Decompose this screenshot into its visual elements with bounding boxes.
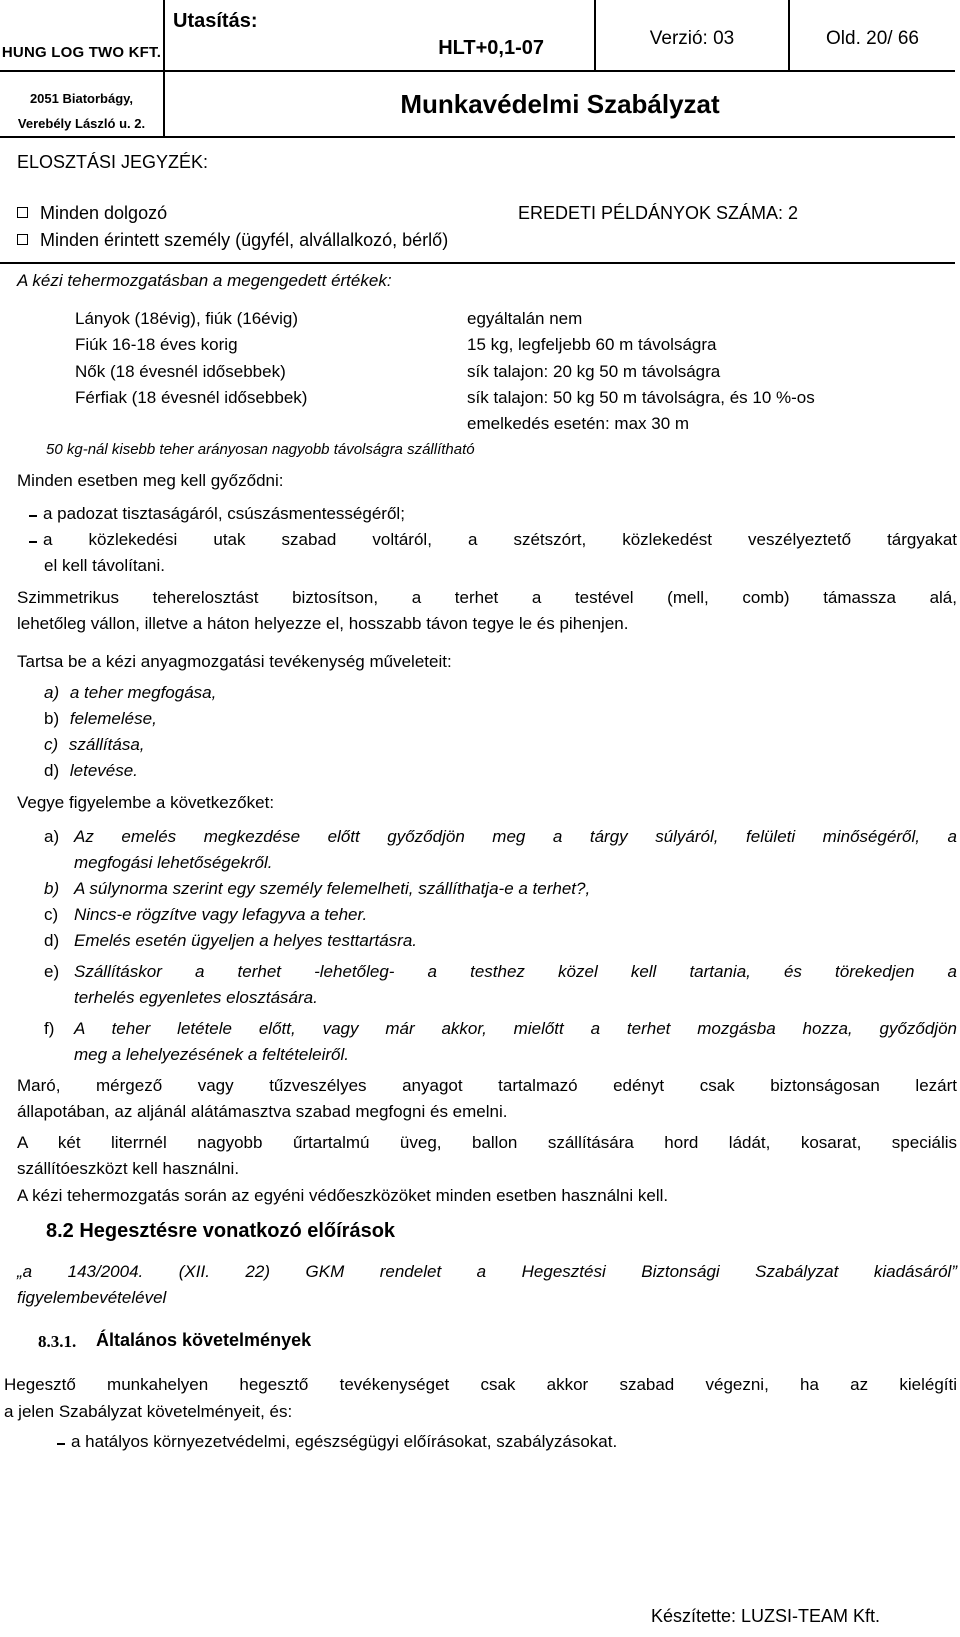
doc-code: HLT+0,1-07 <box>438 37 544 59</box>
consider-label: c) <box>44 905 59 924</box>
para-2-line-1: A két literrnél nagyobb űrtartalmú üveg, ballon szállítására hord ládát, kosarat, speciális <box>17 1133 957 1152</box>
dash-icon <box>29 541 37 543</box>
ops-item-label: a) <box>44 683 60 702</box>
dash-icon <box>29 515 37 517</box>
para-2-line-2: szállítóeszközt kell használni. <box>17 1159 240 1178</box>
limit-row-who: Lányok (18évig), fiúk (16évig) <box>75 309 299 328</box>
ops-item-text: felemelése, <box>69 709 157 728</box>
instruction-label: Utasítás: <box>173 10 258 32</box>
consider-e-line-1: Szállításkor a terhet -lehetőleg- a testhez közel kell tartania, és törekedjen a <box>74 962 957 981</box>
page-cell <box>789 0 955 71</box>
consider-a-line-1: Az emelés megkezdése előtt győződjön meg a tárgy súlyáról, felületi minőségéről, a <box>74 827 957 846</box>
originals-count: EREDETI PÉLDÁNYOK SZÁMA: 2 <box>518 203 799 223</box>
limit-row-value: sík talajon: 50 kg 50 m távolságra, és 10 %-os <box>467 388 815 407</box>
limit-row-value-cont: emelkedés esetén: max 30 m <box>467 414 690 433</box>
version: Verzió: 03 <box>649 28 735 49</box>
consider-label: d) <box>44 931 60 950</box>
checkbox-icon <box>17 234 28 245</box>
welding-line-1: Hegesztő munkahelyen hegesztő tevékenységet csak akkor szabad végezni, ha az kielégíti <box>4 1375 957 1394</box>
consider-label: e) <box>44 962 60 981</box>
subsection-title: Általános követelmények <box>96 1330 312 1350</box>
consider-d: Emelés esetén ügyeljen a helyes testtartásra. <box>74 931 418 950</box>
limit-row-value: egyáltalán nem <box>467 309 583 328</box>
consider-label: a) <box>44 827 60 846</box>
section-heading: 8.2 Hegesztésre vonatkozó előírások <box>46 1220 396 1242</box>
welding-bullet <box>57 1432 617 1452</box>
distribution-heading: ELOSZTÁSI JEGYZÉK: <box>17 152 209 172</box>
document-header <box>0 0 955 140</box>
check-bullet-2-cont: el kell távolítani. <box>44 556 165 575</box>
document-title: Munkavédelmi Szabályzat <box>164 71 955 137</box>
instruction-cell <box>164 0 595 71</box>
limit-row-value: sík talajon: 20 kg 50 m távolságra <box>467 362 721 381</box>
welding-line-2: a jelen Szabályzat követelményeit, és: <box>4 1402 293 1421</box>
header-divider <box>0 262 955 264</box>
ops-item-label: c) <box>44 735 59 754</box>
distribution-item-1-label: Minden dolgozó <box>40 203 168 223</box>
consider-a-line-2: megfogási lehetőségekről. <box>74 853 273 872</box>
consider-label: b) <box>44 879 60 898</box>
distribution-item-2 <box>17 230 448 251</box>
address-line-1: 2051 Biatorbágy, <box>29 91 134 106</box>
dash-icon <box>57 1443 65 1445</box>
consider-label: f) <box>44 1019 55 1038</box>
regulation-ref-line-1: „a 143/2004. (XII. 22) GKM rendelet a Hegesztési Biztonsági Szabályzat kiadásáról” <box>17 1262 957 1281</box>
distribution-item-1 <box>17 203 167 224</box>
distribution-item-2-label: Minden érintett személy (ügyfél, alvállalkozó, bérlő) <box>40 230 449 250</box>
address-cell <box>0 71 164 137</box>
check-heading: Minden esetben meg kell győződni: <box>17 471 284 490</box>
consider-b: A súlynorma szerint egy személy felemelheti, szállíthatja-e a terhet?, <box>74 879 591 898</box>
limit-row-who: Férfiak (18 évesnél idősebbek) <box>75 388 308 407</box>
check-bullet-1 <box>29 504 405 524</box>
consider-c: Nincs-e rögzítve vagy lefagyva a teher. <box>74 905 368 924</box>
ops-item <box>44 709 157 729</box>
symmetry-line-1: Szimmetrikus teherelosztást biztosítson, a terhet a testével (mell, comb) támassza alá, <box>17 588 957 607</box>
para-1-line-2: állapotában, az aljánál alátámasztva szabad megfogni és emelni. <box>17 1102 508 1121</box>
limit-row-who: Fiúk 16-18 éves korig <box>75 335 238 354</box>
limits-heading: A kézi tehermozgatásban a megengedett értékek: <box>17 271 392 290</box>
consider-f-line-1: A teher letétele előtt, vagy már akkor, mielőtt a terhet mozgásba hozza, győződjön <box>74 1019 957 1038</box>
ops-item <box>44 735 145 755</box>
consider-f-line-2: meg a lehelyezésének a feltételeiről. <box>74 1045 349 1064</box>
footer-author: Készítette: LUZSI-TEAM Kft. <box>651 1606 881 1626</box>
ops-item-text: a teher megfogása, <box>69 683 217 702</box>
company-name-cell <box>0 0 164 71</box>
checkbox-icon <box>17 207 28 218</box>
symmetry-line-2: lehetőleg vállon, illetve a háton helyezze el, hosszabb távon tegye le és pihenjen. <box>17 614 629 633</box>
ops-item-label: d) <box>44 761 60 780</box>
para-3: A kézi tehermozgatás során az egyéni védőeszközöket minden esetben használni kell. <box>17 1186 669 1205</box>
ops-item-text: szállítása, <box>68 735 145 754</box>
ops-item <box>44 761 138 781</box>
ops-item <box>44 683 216 703</box>
address-line-2: Verebély László u. 2. <box>17 116 146 131</box>
ops-item-text: letevése. <box>69 761 138 780</box>
consider-heading: Vegye figyelembe a következőket: <box>17 793 275 812</box>
consider-e-line-2: terhelés egyenletes elosztására. <box>74 988 318 1007</box>
ops-heading: Tartsa be a kézi anyagmozgatási tevékenység műveleteit: <box>17 652 452 671</box>
ops-item-label: b) <box>44 709 60 728</box>
check-bullet-2-text: a közlekedési utak szabad voltáról, a szétszórt, közlekedést veszélyeztető tárgyakat <box>43 530 957 549</box>
regulation-ref-line-2: figyelembevételével <box>17 1288 167 1307</box>
limit-row-value: 15 kg, legfeljebb 60 m távolságra <box>467 335 717 354</box>
para-1-line-1: Maró, mérgező vagy tűzveszélyes anyagot tartalmazó edényt csak biztonságosan lezárt <box>17 1076 957 1095</box>
subsection-number: 8.3.1. <box>38 1332 77 1351</box>
page-number: Old. 20/ 66 <box>826 28 919 49</box>
check-bullet-1-text: a padozat tisztaságáról, csúszásmentességéről; <box>43 504 405 523</box>
company-name: HUNG LOG TWO KFT. <box>1 44 162 61</box>
welding-bullet-text: a hatályos környezetvédelmi, egészségügyi előírásokat, szabályzásokat. <box>71 1432 618 1451</box>
limit-row-who: Nők (18 évesnél idősebbek) <box>75 362 286 381</box>
limits-note: 50 kg-nál kisebb teher arányosan nagyobb távolságra szállítható <box>46 441 475 458</box>
version-cell <box>595 0 789 71</box>
check-bullet-2 <box>29 530 957 550</box>
